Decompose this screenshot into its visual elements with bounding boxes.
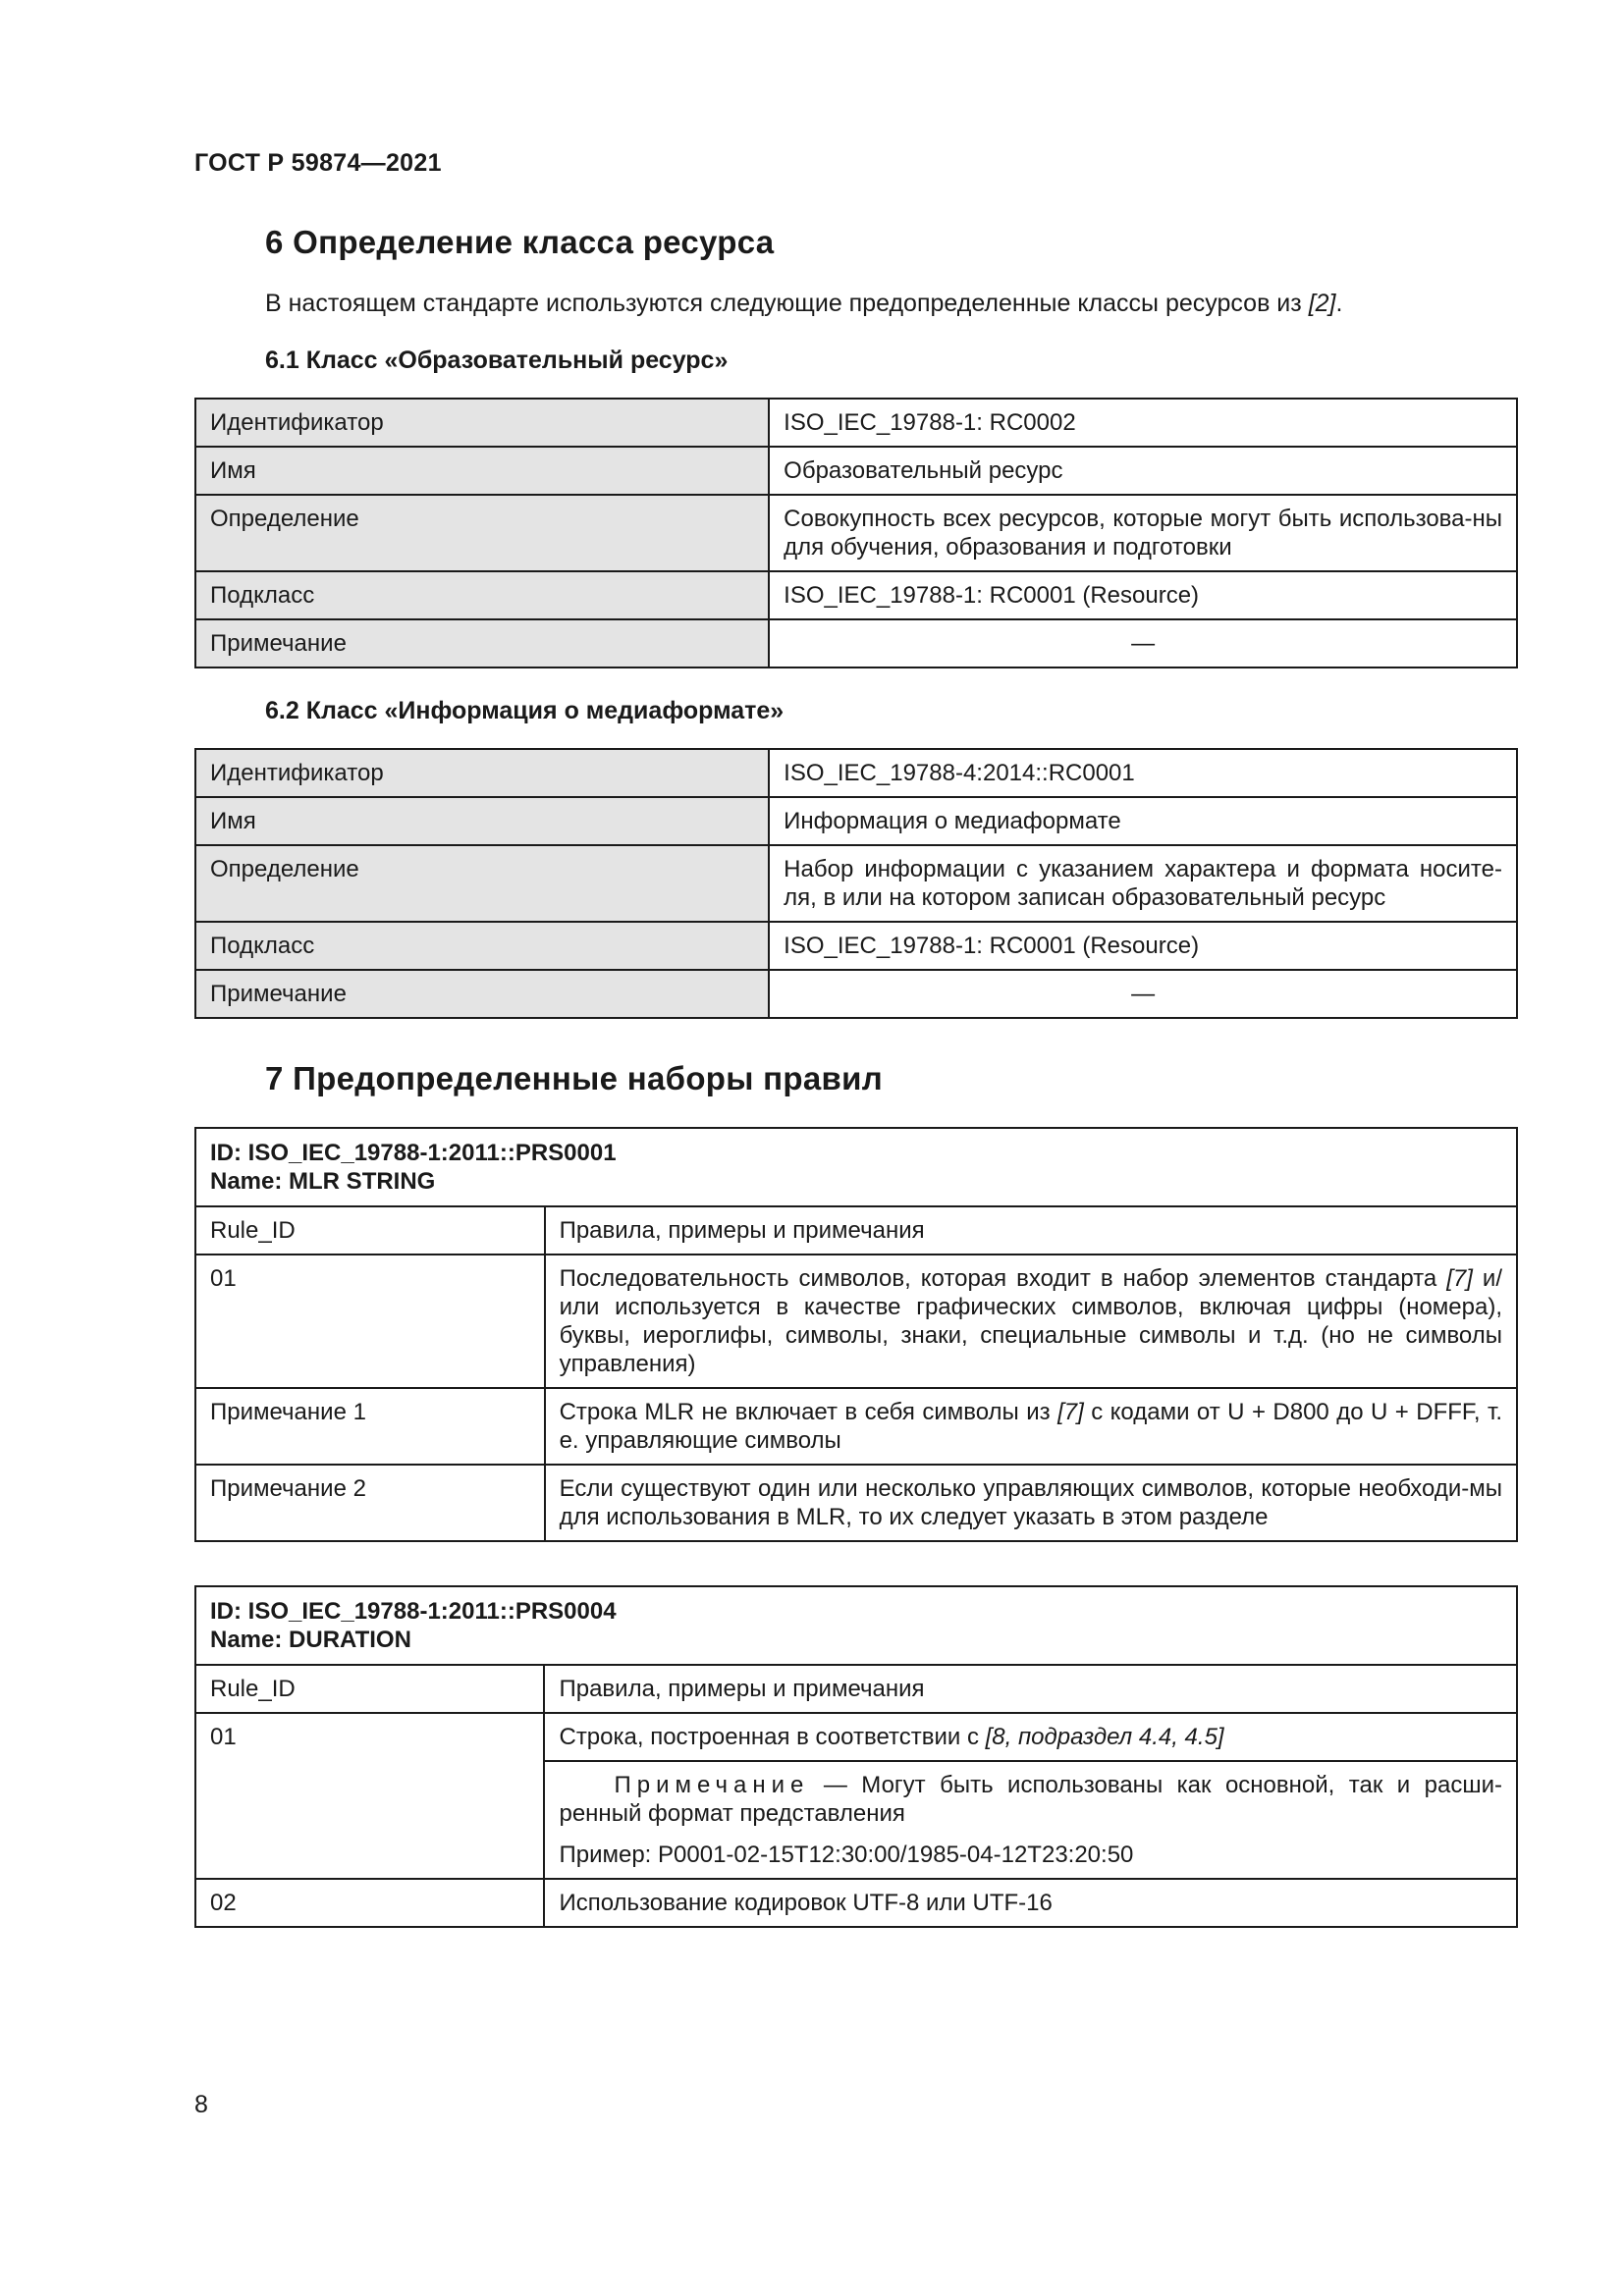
section-6-title: 6 Определение класса ресурса	[265, 224, 775, 260]
row-value: —	[769, 619, 1517, 667]
row-key: Примечание	[195, 970, 769, 1018]
column-header-rule-id: Rule_ID	[195, 1665, 544, 1713]
note-label: Примечание	[614, 1772, 810, 1798]
row-value: Информация о медиаформате	[769, 797, 1517, 845]
table-row	[195, 447, 1517, 495]
section-6-intro	[265, 290, 1342, 318]
row-value: Образовательный ресурс	[769, 447, 1517, 495]
rule-description	[544, 1713, 1517, 1761]
rule-description: Использование кодировок UTF-8 или UTF-16	[544, 1879, 1517, 1927]
row-value: Совокупность всех ресурсов, которые могут быть использова-ны для обучения, образования и подготовки	[769, 495, 1517, 571]
table-header-row	[195, 1586, 1517, 1665]
ruleset-id: ID: ISO_IEC_19788-1:2011::PRS0004	[210, 1598, 617, 1625]
table-row	[195, 845, 1517, 922]
row-key: Определение	[195, 845, 769, 922]
ruleset-table-mlr-string	[194, 1127, 1518, 1542]
intro-text: В настоящем стандарте используются следующие предопределенные классы ресурсов из	[265, 290, 1302, 317]
ruleset-header	[195, 1128, 1517, 1206]
rule-ref: [8, подраздел 4.4, 4.5]	[985, 1724, 1224, 1750]
rule-text: Если существуют один или несколько управляющих символов, которые необходи-мы для использования в MLR, то их следует указать в этом разделе	[559, 1475, 1502, 1530]
table-row	[195, 797, 1517, 845]
row-value: ISO_IEC_19788-1: RC0002	[769, 399, 1517, 447]
rule-text: Строка MLR не включает в себя символы из	[559, 1399, 1058, 1425]
table-row	[195, 619, 1517, 667]
row-key: Подкласс	[195, 571, 769, 619]
rule-id: Примечание 1	[195, 1388, 545, 1465]
table-row	[195, 1388, 1517, 1465]
note-text: — Могут быть использованы как основной, так и расши-ренный формат представления	[559, 1772, 1502, 1827]
rule-id: 01	[195, 1713, 544, 1879]
rule-ref: [7]	[1057, 1399, 1084, 1425]
table-row	[195, 495, 1517, 571]
subsection-6-1-title: 6.1 Класс «Образовательный ресурс»	[265, 347, 729, 374]
page-number: 8	[194, 2091, 208, 2118]
ruleset-id: ID: ISO_IEC_19788-1:2011::PRS0001	[210, 1140, 617, 1166]
rule-example: Пример: P0001-02-15T12:30:00/1985-04-12T23:20:50	[559, 1842, 1134, 1868]
rule-text: Строка, построенная в соответствии с	[559, 1724, 986, 1750]
row-value: ISO_IEC_19788-1: RC0001 (Resource)	[769, 571, 1517, 619]
table-row	[195, 399, 1517, 447]
rule-description	[545, 1388, 1517, 1465]
row-value: —	[769, 970, 1517, 1018]
intro-end: .	[1335, 290, 1343, 317]
rule-note	[559, 1771, 1502, 1828]
rule-id: Примечание 2	[195, 1465, 545, 1541]
rule-id: 02	[195, 1879, 544, 1927]
row-value: ISO_IEC_19788-4:2014::RC0001	[769, 749, 1517, 797]
column-header-rule-id: Rule_ID	[195, 1206, 545, 1255]
rule-note-cell	[544, 1761, 1517, 1879]
table-row	[195, 922, 1517, 970]
rule-text-cont: и/или используется в качестве графических символов, включая цифры (номера), буквы, иероглифы, символы, знаки, специальные символы и т.д. (но не символы управления)	[559, 1265, 1503, 1377]
table-column-header-row	[195, 1206, 1517, 1255]
table-column-header-row	[195, 1665, 1517, 1713]
row-key: Идентификатор	[195, 399, 769, 447]
class-table-media-format	[194, 748, 1518, 1019]
table-row	[195, 1879, 1517, 1927]
table-row	[195, 1713, 1517, 1761]
rule-text-cont: с кодами от U + D800 до U + DFFF, т. е. управляющие символы	[559, 1399, 1503, 1454]
column-header-description: Правила, примеры и примечания	[545, 1206, 1517, 1255]
ruleset-name: Name: DURATION	[210, 1627, 411, 1653]
table-row	[195, 970, 1517, 1018]
intro-ref: [2]	[1308, 290, 1336, 317]
row-value: Набор информации с указанием характера и формата носите-ля, в или на котором записан образовательный ресурс	[769, 845, 1517, 922]
ruleset-table-duration	[194, 1585, 1518, 1928]
class-table-educational-resource	[194, 398, 1518, 668]
section-7-title: 7 Предопределенные наборы правил	[265, 1060, 883, 1096]
rule-ref: [7]	[1446, 1265, 1473, 1292]
page-header: ГОСТ Р 59874—2021	[194, 149, 442, 177]
ruleset-header	[195, 1586, 1517, 1665]
table-row	[195, 749, 1517, 797]
subsection-6-2-title: 6.2 Класс «Информация о медиаформате»	[265, 697, 785, 724]
table-row	[195, 571, 1517, 619]
table-row	[195, 1255, 1517, 1388]
row-value: ISO_IEC_19788-1: RC0001 (Resource)	[769, 922, 1517, 970]
rule-text: Последовательность символов, которая входит в набор элементов стандарта	[559, 1265, 1447, 1292]
rule-id: 01	[195, 1255, 545, 1388]
row-key: Имя	[195, 447, 769, 495]
rule-description	[545, 1465, 1517, 1541]
rule-description	[545, 1255, 1517, 1388]
table-row	[195, 1465, 1517, 1541]
ruleset-name: Name: MLR STRING	[210, 1168, 436, 1195]
row-key: Имя	[195, 797, 769, 845]
table-header-row	[195, 1128, 1517, 1206]
row-key: Подкласс	[195, 922, 769, 970]
row-key: Определение	[195, 495, 769, 571]
row-key: Идентификатор	[195, 749, 769, 797]
row-key: Примечание	[195, 619, 769, 667]
column-header-description: Правила, примеры и примечания	[544, 1665, 1517, 1713]
